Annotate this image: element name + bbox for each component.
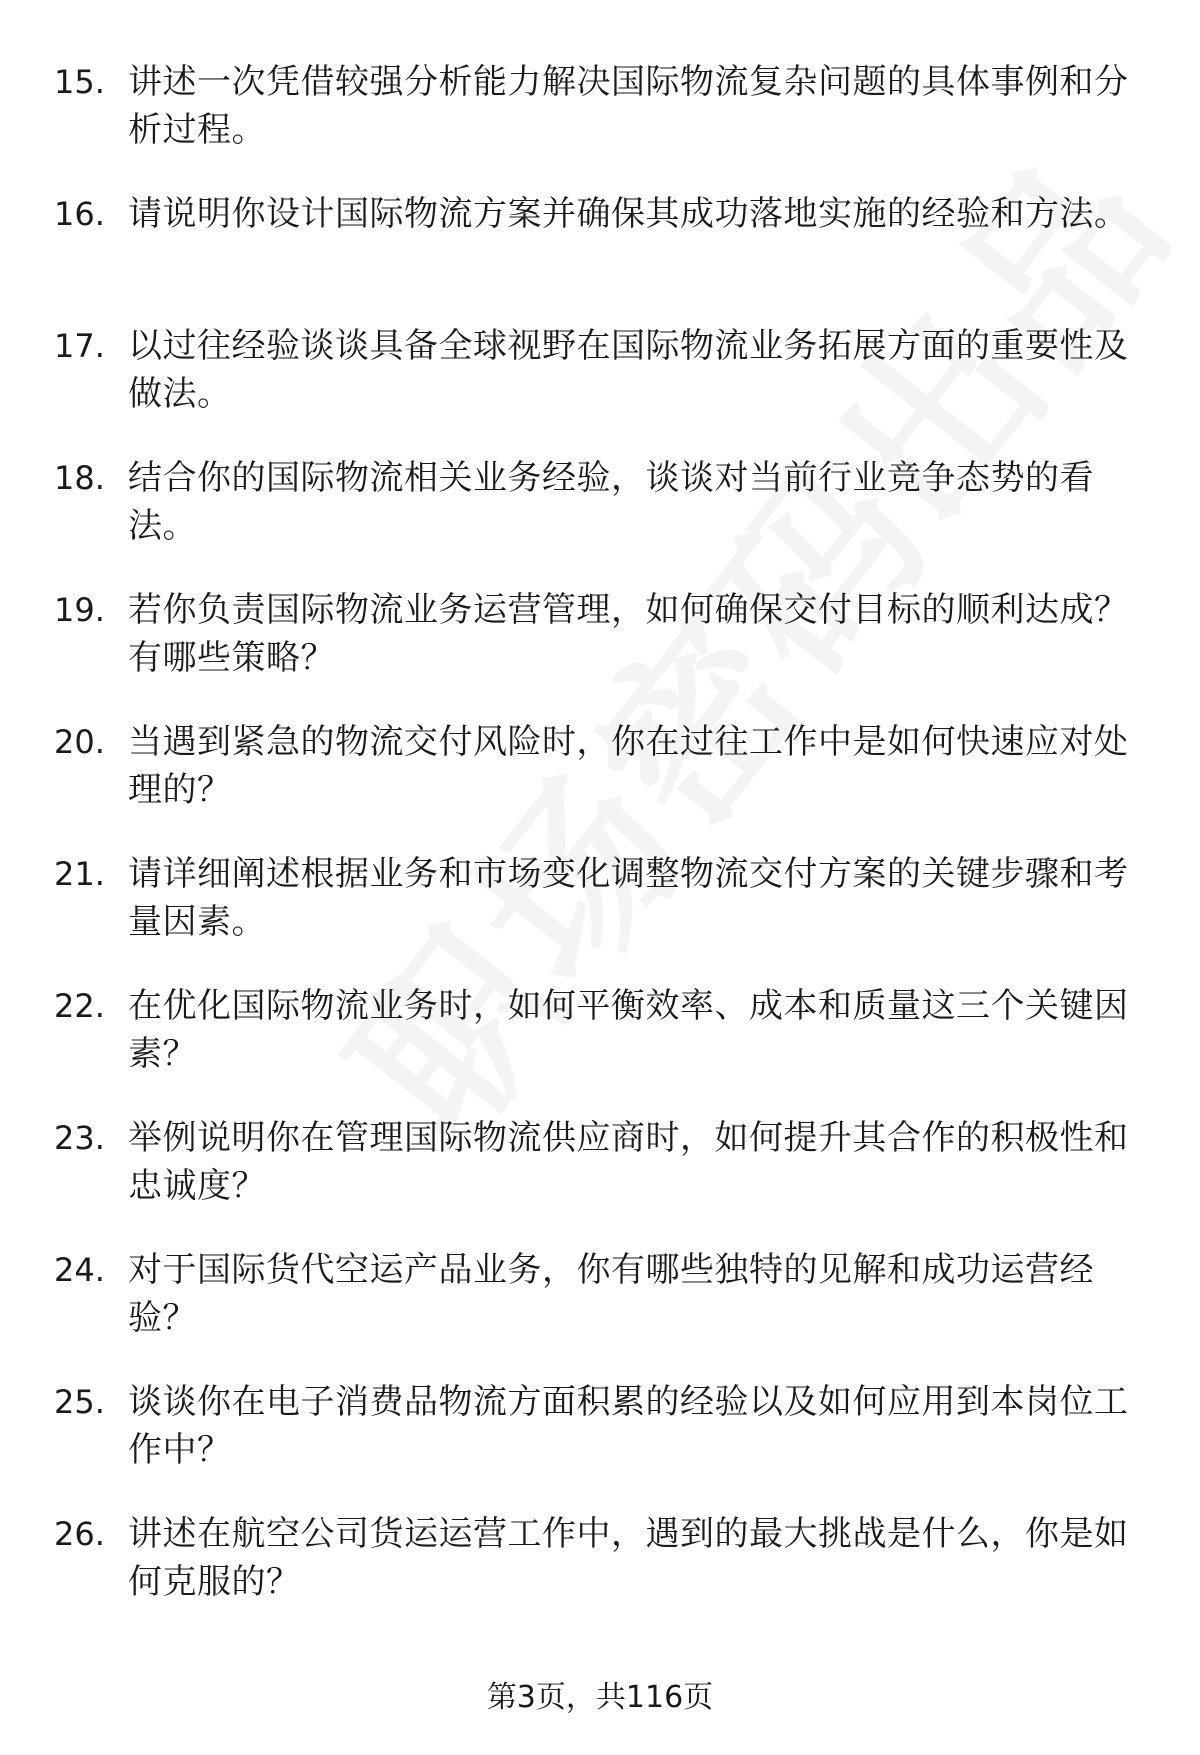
question-item bbox=[0, 580, 1200, 712]
question-item bbox=[0, 712, 1200, 844]
question-number: 21. bbox=[54, 855, 105, 893]
question-item bbox=[0, 1108, 1200, 1240]
question-item bbox=[0, 1240, 1200, 1372]
question-number: 19. bbox=[54, 591, 105, 629]
question-text: 请说明你设计国际物流方案并确保其成功落地实施的经验和方法。 bbox=[128, 194, 1129, 234]
question-item bbox=[0, 52, 1200, 184]
question-item bbox=[0, 976, 1200, 1108]
question-text: 以过往经验谈谈具备全球视野在国际物流业务拓展方面的重要性及做法。 bbox=[128, 326, 1129, 414]
question-text: 请详细阐述根据业务和市场变化调整物流交付方案的关键步骤和考量因素。 bbox=[128, 854, 1129, 942]
question-item bbox=[0, 448, 1200, 580]
question-text: 结合你的国际物流相关业务经验，谈谈对当前行业竞争态势的看法。 bbox=[128, 458, 1094, 546]
question-item bbox=[0, 184, 1200, 316]
question-number: 20. bbox=[54, 723, 105, 761]
question-text: 举例说明你在管理国际物流供应商时，如何提升其合作的积极性和忠诚度？ bbox=[128, 1118, 1129, 1206]
question-number: 22. bbox=[54, 987, 105, 1025]
question-number: 16. bbox=[54, 195, 105, 233]
question-text: 讲述一次凭借较强分析能力解决国际物流复杂问题的具体事例和分析过程。 bbox=[128, 62, 1129, 150]
question-item bbox=[0, 1372, 1200, 1504]
question-number: 26. bbox=[54, 1515, 105, 1553]
question-item bbox=[0, 844, 1200, 976]
question-number: 24. bbox=[54, 1251, 105, 1289]
question-number: 18. bbox=[54, 459, 105, 497]
question-number: 15. bbox=[54, 63, 105, 101]
question-list bbox=[0, 52, 1200, 1636]
page-number-footer: 第3页，共116页 bbox=[486, 1680, 714, 1715]
question-text: 在优化国际物流业务时，如何平衡效率、成本和质量这三个关键因素？ bbox=[128, 986, 1129, 1074]
question-text: 若你负责国际物流业务运营管理，如何确保交付目标的顺利达成？有哪些策略？ bbox=[128, 590, 1129, 678]
question-number: 17. bbox=[54, 327, 105, 365]
question-item bbox=[0, 316, 1200, 448]
question-text: 当遇到紧急的物流交付风险时，你在过往工作中是如何快速应对处理的？ bbox=[128, 722, 1129, 810]
question-number: 23. bbox=[54, 1119, 105, 1157]
question-item bbox=[0, 1504, 1200, 1636]
question-text: 讲述在航空公司货运运营工作中，遇到的最大挑战是什么，你是如何克服的？ bbox=[128, 1514, 1129, 1602]
question-number: 25. bbox=[54, 1383, 105, 1421]
question-text: 谈谈你在电子消费品物流方面积累的经验以及如何应用到本岗位工作中？ bbox=[128, 1382, 1129, 1470]
question-text: 对于国际货代空运产品业务，你有哪些独特的见解和成功运营经验？ bbox=[128, 1250, 1094, 1338]
